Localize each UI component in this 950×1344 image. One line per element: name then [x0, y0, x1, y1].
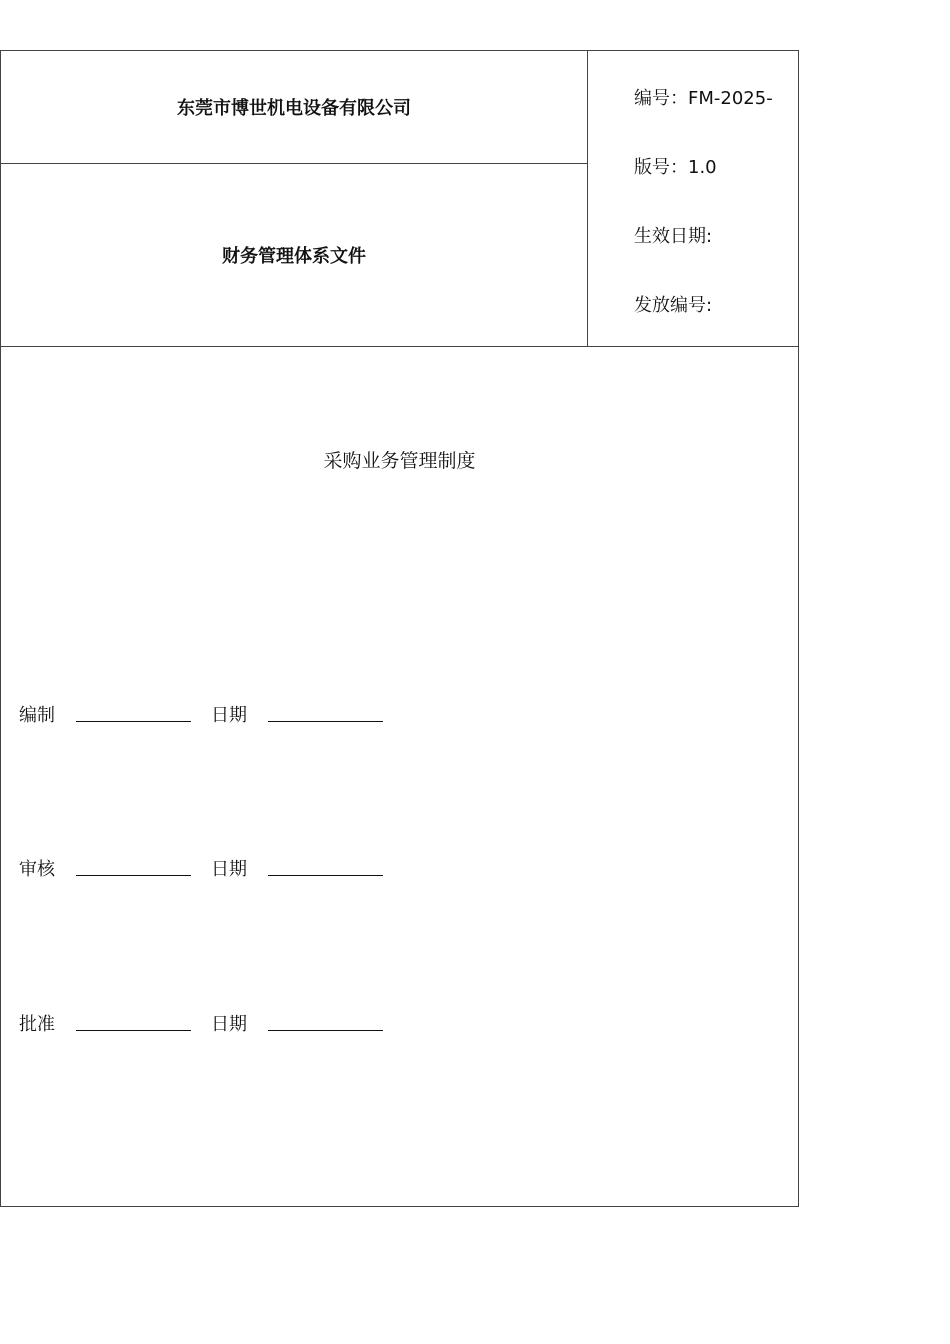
- date-label: 日期: [211, 859, 247, 880]
- date-line: [268, 721, 383, 722]
- signature-role: 审核: [19, 859, 55, 880]
- issue-number: [634, 291, 712, 317]
- document-number-value: FM-2025-: [688, 88, 773, 109]
- version-label: 版号：: [634, 157, 688, 178]
- header-table: [1, 51, 798, 347]
- date-line: [268, 875, 383, 876]
- document-number-label: 编号：: [634, 88, 688, 109]
- version-number: [634, 153, 717, 179]
- document-frame: [0, 50, 799, 1207]
- date-label: 日期: [211, 1014, 247, 1035]
- signature-line: [76, 1030, 191, 1031]
- signature-role: 批准: [19, 1014, 55, 1035]
- effective-date-label: 生效日期:: [634, 226, 713, 247]
- version-value: 1.0: [688, 157, 717, 178]
- date-label: 日期: [211, 705, 247, 726]
- signature-role: 编制: [19, 705, 55, 726]
- document-type: 财务管理体系文件: [222, 246, 366, 267]
- issue-number-label: 发放编号:: [634, 295, 713, 316]
- doc-type-cell: [1, 164, 588, 346]
- date-line: [268, 1030, 383, 1031]
- signature-line: [76, 875, 191, 876]
- company-cell: [1, 51, 588, 164]
- effective-date: [634, 222, 712, 248]
- document-number: [634, 84, 773, 110]
- company-name: 东莞市博世机电设备有限公司: [177, 98, 411, 119]
- signature-line: [76, 721, 191, 722]
- meta-cell: [588, 51, 798, 346]
- document-title: 采购业务管理制度: [323, 450, 476, 472]
